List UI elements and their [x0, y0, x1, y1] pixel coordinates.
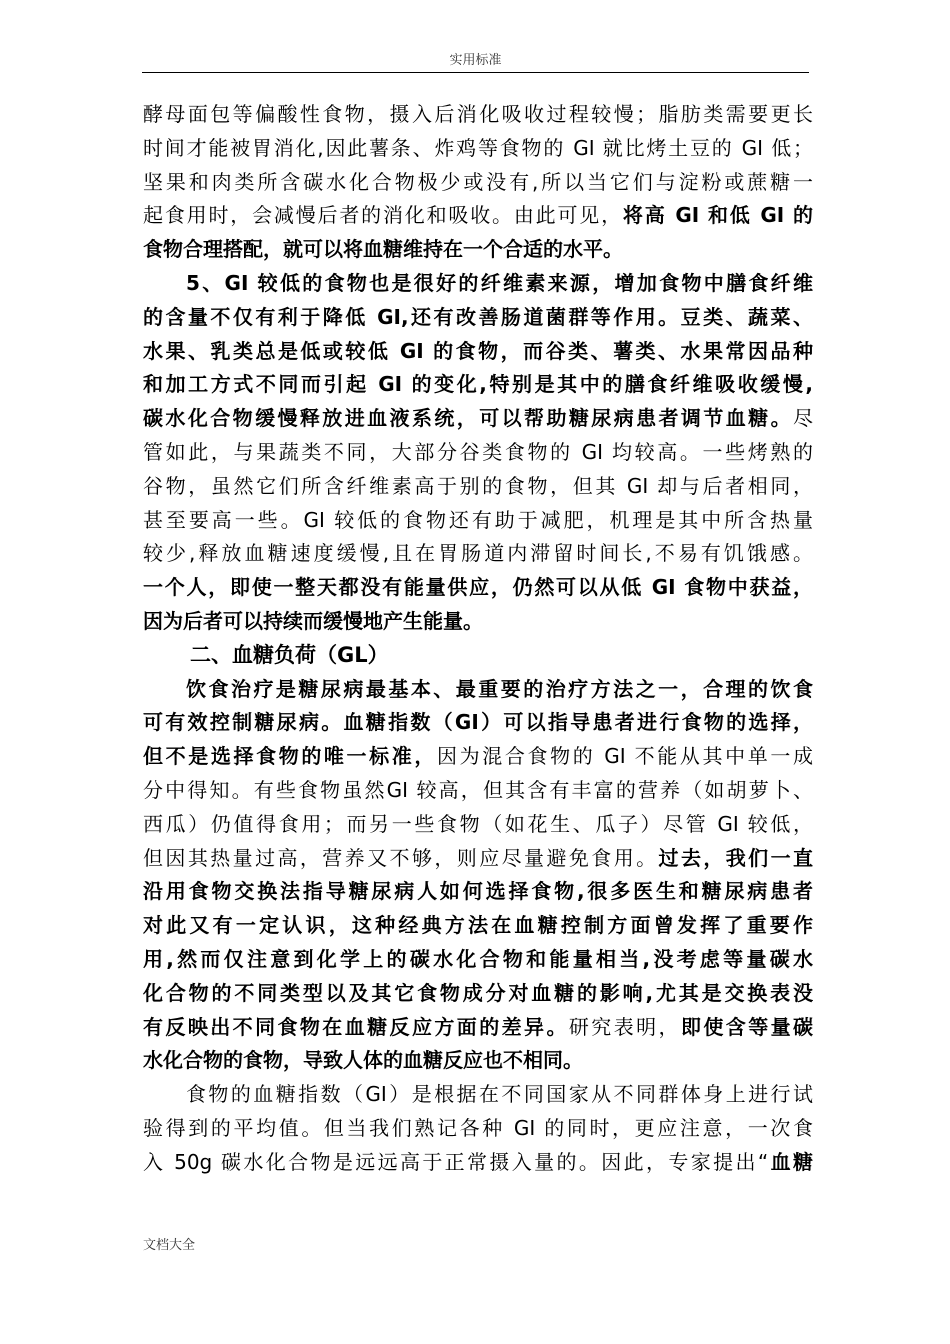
text-run: 因为混合食物的 GI 不能从其中单一成 [437, 744, 813, 769]
bold-text-run: 过去，我们一直 [658, 845, 814, 870]
text-line [143, 1044, 813, 1078]
text-line [143, 1011, 813, 1045]
text-run: 尽 [793, 406, 813, 431]
text-run: 食物的血糖指数（GI）是根据在不同国家从不同群体身上进行试 [186, 1082, 813, 1107]
bold-text-run: 用,然而仅注意到化学上的碳水化合物和能量相当,没考虑等量碳水 [143, 946, 813, 971]
text-line [143, 267, 813, 301]
text-run: 较少,释放血糖速度缓慢,且在胃肠道内滞留时间长,不易有饥饿感。 [143, 541, 813, 566]
text-run: 酵母面包等偏酸性食物，摄入后消化吸收过程较慢；脂肪类需要更长 [143, 102, 813, 126]
text-run: 甚至要高一些。GI 较低的食物还有助于减肥，机理是其中所含热量 [143, 507, 813, 532]
document-body [143, 98, 813, 1180]
text-line [143, 436, 813, 470]
bold-text-run: 二、血糖负荷（GL） [190, 642, 389, 667]
text-line [143, 199, 813, 233]
bold-text-run: 但不是选择食物的唯一标准， [143, 744, 438, 769]
text-line [143, 1078, 813, 1112]
text-line [143, 1112, 813, 1146]
text-line [143, 132, 813, 166]
bold-text-run: 一个人，即使一整天都没有能量供应，仍然可以从低 GI 食物中获益， [143, 575, 813, 600]
text-line [143, 774, 813, 808]
text-line [143, 166, 813, 200]
bold-text-run: 5、GI 较低的食物也是很好的纤维素来源，增加食物中膳食纤维 [186, 270, 813, 295]
text-line [143, 808, 813, 842]
text-line [143, 977, 813, 1011]
bold-text-run: 饮食治疗是糖尿病最基本、最重要的治疗方法之一，合理的饮食 [186, 676, 813, 701]
text-line [143, 673, 813, 707]
text-run: 管如此，与果蔬类不同，大部分谷类食物的 GI 均较高。一些烤熟的 [143, 439, 813, 464]
text-line [143, 1146, 813, 1180]
text-run: 入 50g 碳水化合物是远远高于正常摄入量的。因此，专家提出“ [143, 1149, 769, 1174]
text-line [143, 706, 813, 740]
bold-text-run: 化合物的不同类型以及其它食物成分对血糖的影响,尤其是交换表没 [143, 980, 813, 1005]
text-line [143, 537, 813, 571]
text-run: 但因其热量过高，营养又不够，则应尽量避免食用。 [143, 845, 659, 870]
text-run: 坚果和肉类所含碳水化合物极少或没有,所以当它们与淀粉或蔗糖一 [143, 169, 813, 194]
text-run: 研究表明， [568, 1014, 681, 1039]
text-line [143, 909, 813, 943]
bold-text-run: 对此又有一定认识，这种经典方法在血糖控制方面曾发挥了重要作 [143, 913, 813, 938]
text-line [143, 943, 813, 977]
page-footer: 文档大全 [143, 1238, 196, 1253]
text-line [143, 875, 813, 909]
text-line [143, 98, 813, 132]
text-line [143, 402, 813, 436]
bold-text-run: 碳水化合物缓慢释放进血液系统，可以帮助糖尿病患者调节血糖。 [143, 406, 793, 431]
bold-text-run: 食物合理搭配，就可以将血糖维持在一个合适的水平。 [143, 237, 623, 262]
text-run: 分中得知。有些食物虽然GI 较高，但其含有丰富的营养（如胡萝卜、 [143, 777, 813, 802]
bold-text-run: 的含量不仅有利于降低 GI,还有改善肠道菌群等作用。豆类、蔬菜、 [143, 304, 813, 329]
text-line [143, 301, 813, 335]
bold-text-run: 水果、乳类总是低或较低 GI 的食物，而谷类、薯类、水果常因品种 [143, 338, 813, 363]
text-line [143, 233, 813, 267]
text-line [143, 740, 813, 774]
bold-text-run: 可有效控制糖尿病。血糖指数（GI）可以指导患者进行食物的选择， [143, 710, 813, 735]
bold-text-run: 有反映出不同食物在血糖反应方面的差异。 [143, 1014, 569, 1039]
bold-text-run: 和加工方式不同而引起 GI 的变化,特别是其中的膳食纤维吸收缓慢, [143, 372, 813, 397]
bold-text-run: 沿用食物交换法指导糖尿病人如何选择食物,很多医生和糖尿病患者 [143, 879, 813, 904]
text-line [143, 842, 813, 876]
text-line [143, 470, 813, 504]
text-line [143, 368, 813, 402]
page-header: 实用标准 [142, 52, 809, 73]
text-line [143, 605, 813, 639]
text-line [143, 571, 813, 605]
text-run: 验得到的平均值。但当我们熟记各种 GI 的同时，更应注意，一次食 [143, 1115, 813, 1140]
bold-text-run: 即使含等量碳 [680, 1014, 814, 1039]
text-line [143, 504, 813, 538]
section-heading [143, 639, 813, 673]
text-run: 时间才能被胃消化,因此薯条、炸鸡等食物的 GI 就比烤土豆的 GI 低； [143, 135, 813, 160]
bold-text-run: 将高 GI 和低 GI 的 [622, 203, 814, 228]
text-run: 起食用时，会减慢后者的消化和吸收。由此可见， [143, 203, 623, 228]
text-line [143, 335, 813, 369]
bold-text-run: 因为后者可以持续而缓慢地产生能量。 [143, 608, 483, 633]
text-run: 谷物，虽然它们所含纤维素高于别的食物，但其 GI 却与后者相同， [143, 473, 813, 498]
bold-text-run: 水化合物的食物，导致人体的血糖反应也不相同。 [143, 1048, 583, 1073]
bold-text-run: 血糖 [768, 1149, 813, 1174]
text-run: 西瓜）仍值得食用；而另一些食物（如花生、瓜子）尽管 GI 较低， [143, 811, 813, 836]
